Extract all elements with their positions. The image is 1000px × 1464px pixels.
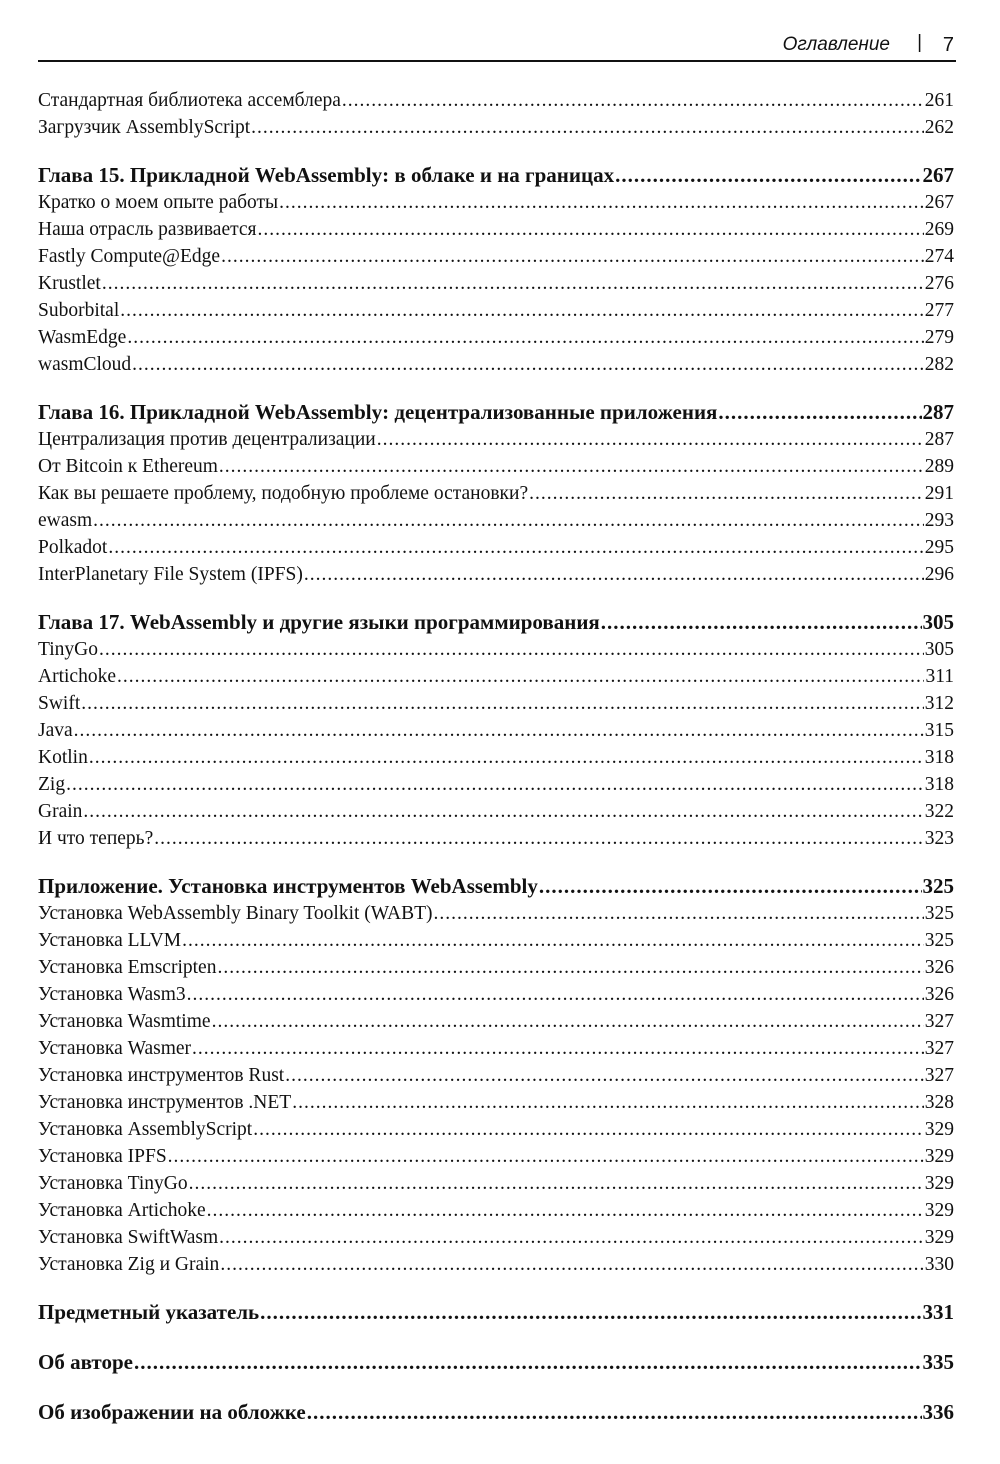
entry-title: Установка Emscripten <box>38 957 217 978</box>
entry-page: 274 <box>924 246 954 267</box>
dot-leader <box>134 1349 922 1376</box>
dot-leader <box>102 270 924 297</box>
toc-entry[interactable] <box>38 324 954 351</box>
toc-entry[interactable] <box>38 1008 954 1035</box>
entry-title: Кратко о моем опыте работы <box>38 192 279 213</box>
dot-leader <box>168 1143 924 1170</box>
toc-entry[interactable] <box>38 1197 954 1224</box>
entry-title: Artichoke <box>38 666 116 687</box>
dot-leader <box>81 690 923 717</box>
dot-leader <box>189 1170 924 1197</box>
entry-page: 325 <box>924 930 954 951</box>
toc-entry[interactable] <box>38 900 954 927</box>
toc-entry[interactable] <box>38 744 954 771</box>
entry-page: 282 <box>924 354 954 375</box>
dot-leader <box>220 1251 923 1278</box>
dot-leader <box>260 1299 921 1326</box>
entry-title: InterPlanetary File System (IPFS) <box>38 564 303 585</box>
toc-entry[interactable] <box>38 1224 954 1251</box>
dot-leader <box>108 534 923 561</box>
entry-title: wasmCloud <box>38 354 132 375</box>
toc-entry[interactable] <box>38 771 954 798</box>
entry-page: 327 <box>924 1011 954 1032</box>
toc-entry[interactable] <box>38 798 954 825</box>
entry-page: 305 <box>922 610 954 634</box>
dot-leader <box>212 1008 924 1035</box>
entry-page: 293 <box>924 510 954 531</box>
entry-title: Установка Wasmtime <box>38 1011 211 1032</box>
toc-entry[interactable] <box>38 243 954 270</box>
toc-entry[interactable] <box>38 1035 954 1062</box>
entry-title: Установка Artichoke <box>38 1200 206 1221</box>
entry-page: 336 <box>922 1400 954 1424</box>
entry-title: Java <box>38 720 73 741</box>
dot-leader <box>182 927 924 954</box>
entry-title: Установка Wasmer <box>38 1038 192 1059</box>
toc-entry[interactable] <box>38 927 954 954</box>
dot-leader <box>221 243 924 270</box>
entry-page: 311 <box>925 666 954 687</box>
entry-title: Установка инструментов Rust <box>38 1065 285 1086</box>
dot-leader <box>66 771 924 798</box>
entry-title: Polkadot <box>38 537 108 558</box>
entry-title: Глава 16. Прикладной WebAssembly: децентрализованные приложения <box>38 400 718 424</box>
entry-page: 328 <box>924 1092 954 1113</box>
toc-entry[interactable] <box>38 1089 954 1116</box>
entry-page: 296 <box>924 564 954 585</box>
entry-title: Приложение. Установка инструментов WebAssembly <box>38 874 538 898</box>
dot-leader <box>258 216 924 243</box>
dot-leader <box>292 1089 924 1116</box>
entry-title: Установка Wasm3 <box>38 984 186 1005</box>
entry-page: 262 <box>924 117 954 138</box>
entry-title: ewasm <box>38 510 93 531</box>
entry-title: TinyGo <box>38 639 98 660</box>
entry-title: Krustlet <box>38 273 101 294</box>
entry-title: Наша отрасль развивается <box>38 219 257 240</box>
entry-page: 329 <box>924 1173 954 1194</box>
entry-page: 318 <box>924 747 954 768</box>
entry-page: 329 <box>924 1227 954 1248</box>
toc-entry[interactable] <box>38 717 954 744</box>
dot-leader <box>253 1116 924 1143</box>
entry-page: 322 <box>924 801 954 822</box>
dot-leader <box>539 873 922 900</box>
toc-entry[interactable] <box>38 270 954 297</box>
toc-entry[interactable] <box>38 351 954 378</box>
dot-leader <box>154 825 924 852</box>
table-of-contents <box>38 87 954 1426</box>
entry-title: Глава 15. Прикладной WebAssembly: в облаке и на границах <box>38 163 615 187</box>
toc-entry[interactable] <box>38 87 954 114</box>
toc-entry[interactable] <box>38 1116 954 1143</box>
dot-leader <box>307 1399 922 1426</box>
entry-title: Загрузчик AssemblyScript <box>38 117 251 138</box>
dot-leader <box>434 900 924 927</box>
toc-entry[interactable] <box>38 981 954 1008</box>
entry-title: Zig <box>38 774 66 795</box>
entry-title: Установка TinyGo <box>38 1173 188 1194</box>
toc-chapter-entry[interactable] <box>38 162 954 189</box>
toc-entry[interactable] <box>38 480 954 507</box>
entry-page: 327 <box>924 1038 954 1059</box>
dot-leader <box>83 798 923 825</box>
entry-page: 331 <box>922 1300 954 1324</box>
toc-entry[interactable] <box>38 636 954 663</box>
entry-title: И что теперь? <box>38 828 154 849</box>
toc-chapter-entry[interactable] <box>38 873 954 900</box>
entry-page: 329 <box>924 1119 954 1140</box>
toc-chapter-entry[interactable] <box>38 399 954 426</box>
entry-page: 318 <box>924 774 954 795</box>
dot-leader <box>601 609 922 636</box>
entry-page: 315 <box>924 720 954 741</box>
dot-leader <box>207 1197 924 1224</box>
entry-title: Об изображении на обложке <box>38 1400 306 1424</box>
entry-page: 323 <box>924 828 954 849</box>
entry-title: Предметный указатель <box>38 1300 260 1324</box>
dot-leader <box>529 480 924 507</box>
entry-page: 305 <box>924 639 954 660</box>
entry-page: 267 <box>922 163 954 187</box>
toc-entry[interactable] <box>38 507 954 534</box>
entry-title: Установка IPFS <box>38 1146 167 1167</box>
dot-leader <box>219 1224 924 1251</box>
entry-title: Об авторе <box>38 1350 133 1374</box>
entry-title: Kotlin <box>38 747 88 768</box>
dot-leader <box>304 561 924 588</box>
dot-leader <box>187 981 924 1008</box>
toc-entry[interactable] <box>38 561 954 588</box>
toc-chapter-entry[interactable] <box>38 609 954 636</box>
entry-page: 267 <box>924 192 954 213</box>
entry-page: 335 <box>922 1350 954 1374</box>
toc-entry[interactable] <box>38 1170 954 1197</box>
dot-leader <box>74 717 924 744</box>
toc-entry[interactable] <box>38 954 954 981</box>
dot-leader <box>217 954 923 981</box>
entry-page: 330 <box>924 1254 954 1275</box>
entry-title: Grain <box>38 801 83 822</box>
dot-leader <box>132 351 924 378</box>
entry-page: 261 <box>924 90 954 111</box>
entry-page: 325 <box>922 874 954 898</box>
entry-page: 312 <box>924 693 954 714</box>
toc-chapter-entry[interactable] <box>38 1349 954 1376</box>
entry-page: 329 <box>924 1200 954 1221</box>
toc-entry[interactable] <box>38 453 954 480</box>
entry-page: 289 <box>924 456 954 477</box>
dot-leader <box>279 189 924 216</box>
page-number: 7 <box>942 34 954 56</box>
dot-leader <box>615 162 921 189</box>
toc-entry[interactable] <box>38 216 954 243</box>
toc-entry[interactable] <box>38 1062 954 1089</box>
entry-page: 291 <box>924 483 954 504</box>
entry-title: Как вы решаете проблему, подобную проблеме остановки? <box>38 483 529 504</box>
dot-leader <box>251 114 924 141</box>
dot-leader <box>377 426 924 453</box>
entry-page: 329 <box>924 1146 954 1167</box>
toc-entry[interactable] <box>38 114 954 141</box>
entry-title: Fastly Compute@Edge <box>38 246 221 267</box>
entry-title: Стандартная библиотека ассемблера <box>38 90 341 111</box>
dot-leader <box>120 297 924 324</box>
dot-leader <box>718 399 921 426</box>
header-separator: | <box>917 32 922 53</box>
entry-title: Swift <box>38 693 81 714</box>
entry-page: 325 <box>924 903 954 924</box>
entry-page: 279 <box>924 327 954 348</box>
dot-leader <box>192 1035 924 1062</box>
dot-leader <box>219 453 924 480</box>
entry-title: Установка WebAssembly Binary Toolkit (WABT) <box>38 903 433 924</box>
entry-title: Установка Zig и Grain <box>38 1254 220 1275</box>
entry-title: WasmEdge <box>38 327 127 348</box>
dot-leader <box>285 1062 924 1089</box>
toc-entry[interactable] <box>38 426 954 453</box>
entry-page: 277 <box>924 300 954 321</box>
toc-entry[interactable] <box>38 690 954 717</box>
entry-title: От Bitcoin к Ethereum <box>38 456 218 477</box>
dot-leader <box>117 663 924 690</box>
toc-entry[interactable] <box>38 825 954 852</box>
entry-title: Установка AssemblyScript <box>38 1119 253 1140</box>
entry-title: Глава 17. WebAssembly и другие языки программирования <box>38 610 600 634</box>
dot-leader <box>342 87 924 114</box>
entry-title: Установка инструментов .NET <box>38 1092 292 1113</box>
entry-page: 287 <box>922 400 954 424</box>
entry-page: 276 <box>924 273 954 294</box>
toc-entry[interactable] <box>38 297 954 324</box>
running-header <box>38 32 956 62</box>
toc-entry[interactable] <box>38 1251 954 1278</box>
entry-title: Suborbital <box>38 300 120 321</box>
dot-leader <box>127 324 923 351</box>
dot-leader <box>99 636 924 663</box>
toc-entry[interactable] <box>38 534 954 561</box>
toc-chapter-entry[interactable] <box>38 1399 954 1426</box>
dot-leader <box>89 744 924 771</box>
entry-title: Установка SwiftWasm <box>38 1227 219 1248</box>
dot-leader <box>93 507 924 534</box>
header-title: Оглавление <box>782 34 890 55</box>
entry-page: 287 <box>924 429 954 450</box>
toc-chapter-entry[interactable] <box>38 1299 954 1326</box>
entry-page: 295 <box>924 537 954 558</box>
entry-title: Установка LLVM <box>38 930 182 951</box>
toc-entry[interactable] <box>38 1143 954 1170</box>
entry-title: Централизация против децентрализации <box>38 429 376 450</box>
entry-page: 327 <box>924 1065 954 1086</box>
entry-page: 269 <box>924 219 954 240</box>
toc-entry[interactable] <box>38 189 954 216</box>
entry-page: 326 <box>924 957 954 978</box>
toc-entry[interactable] <box>38 663 954 690</box>
entry-page: 326 <box>924 984 954 1005</box>
